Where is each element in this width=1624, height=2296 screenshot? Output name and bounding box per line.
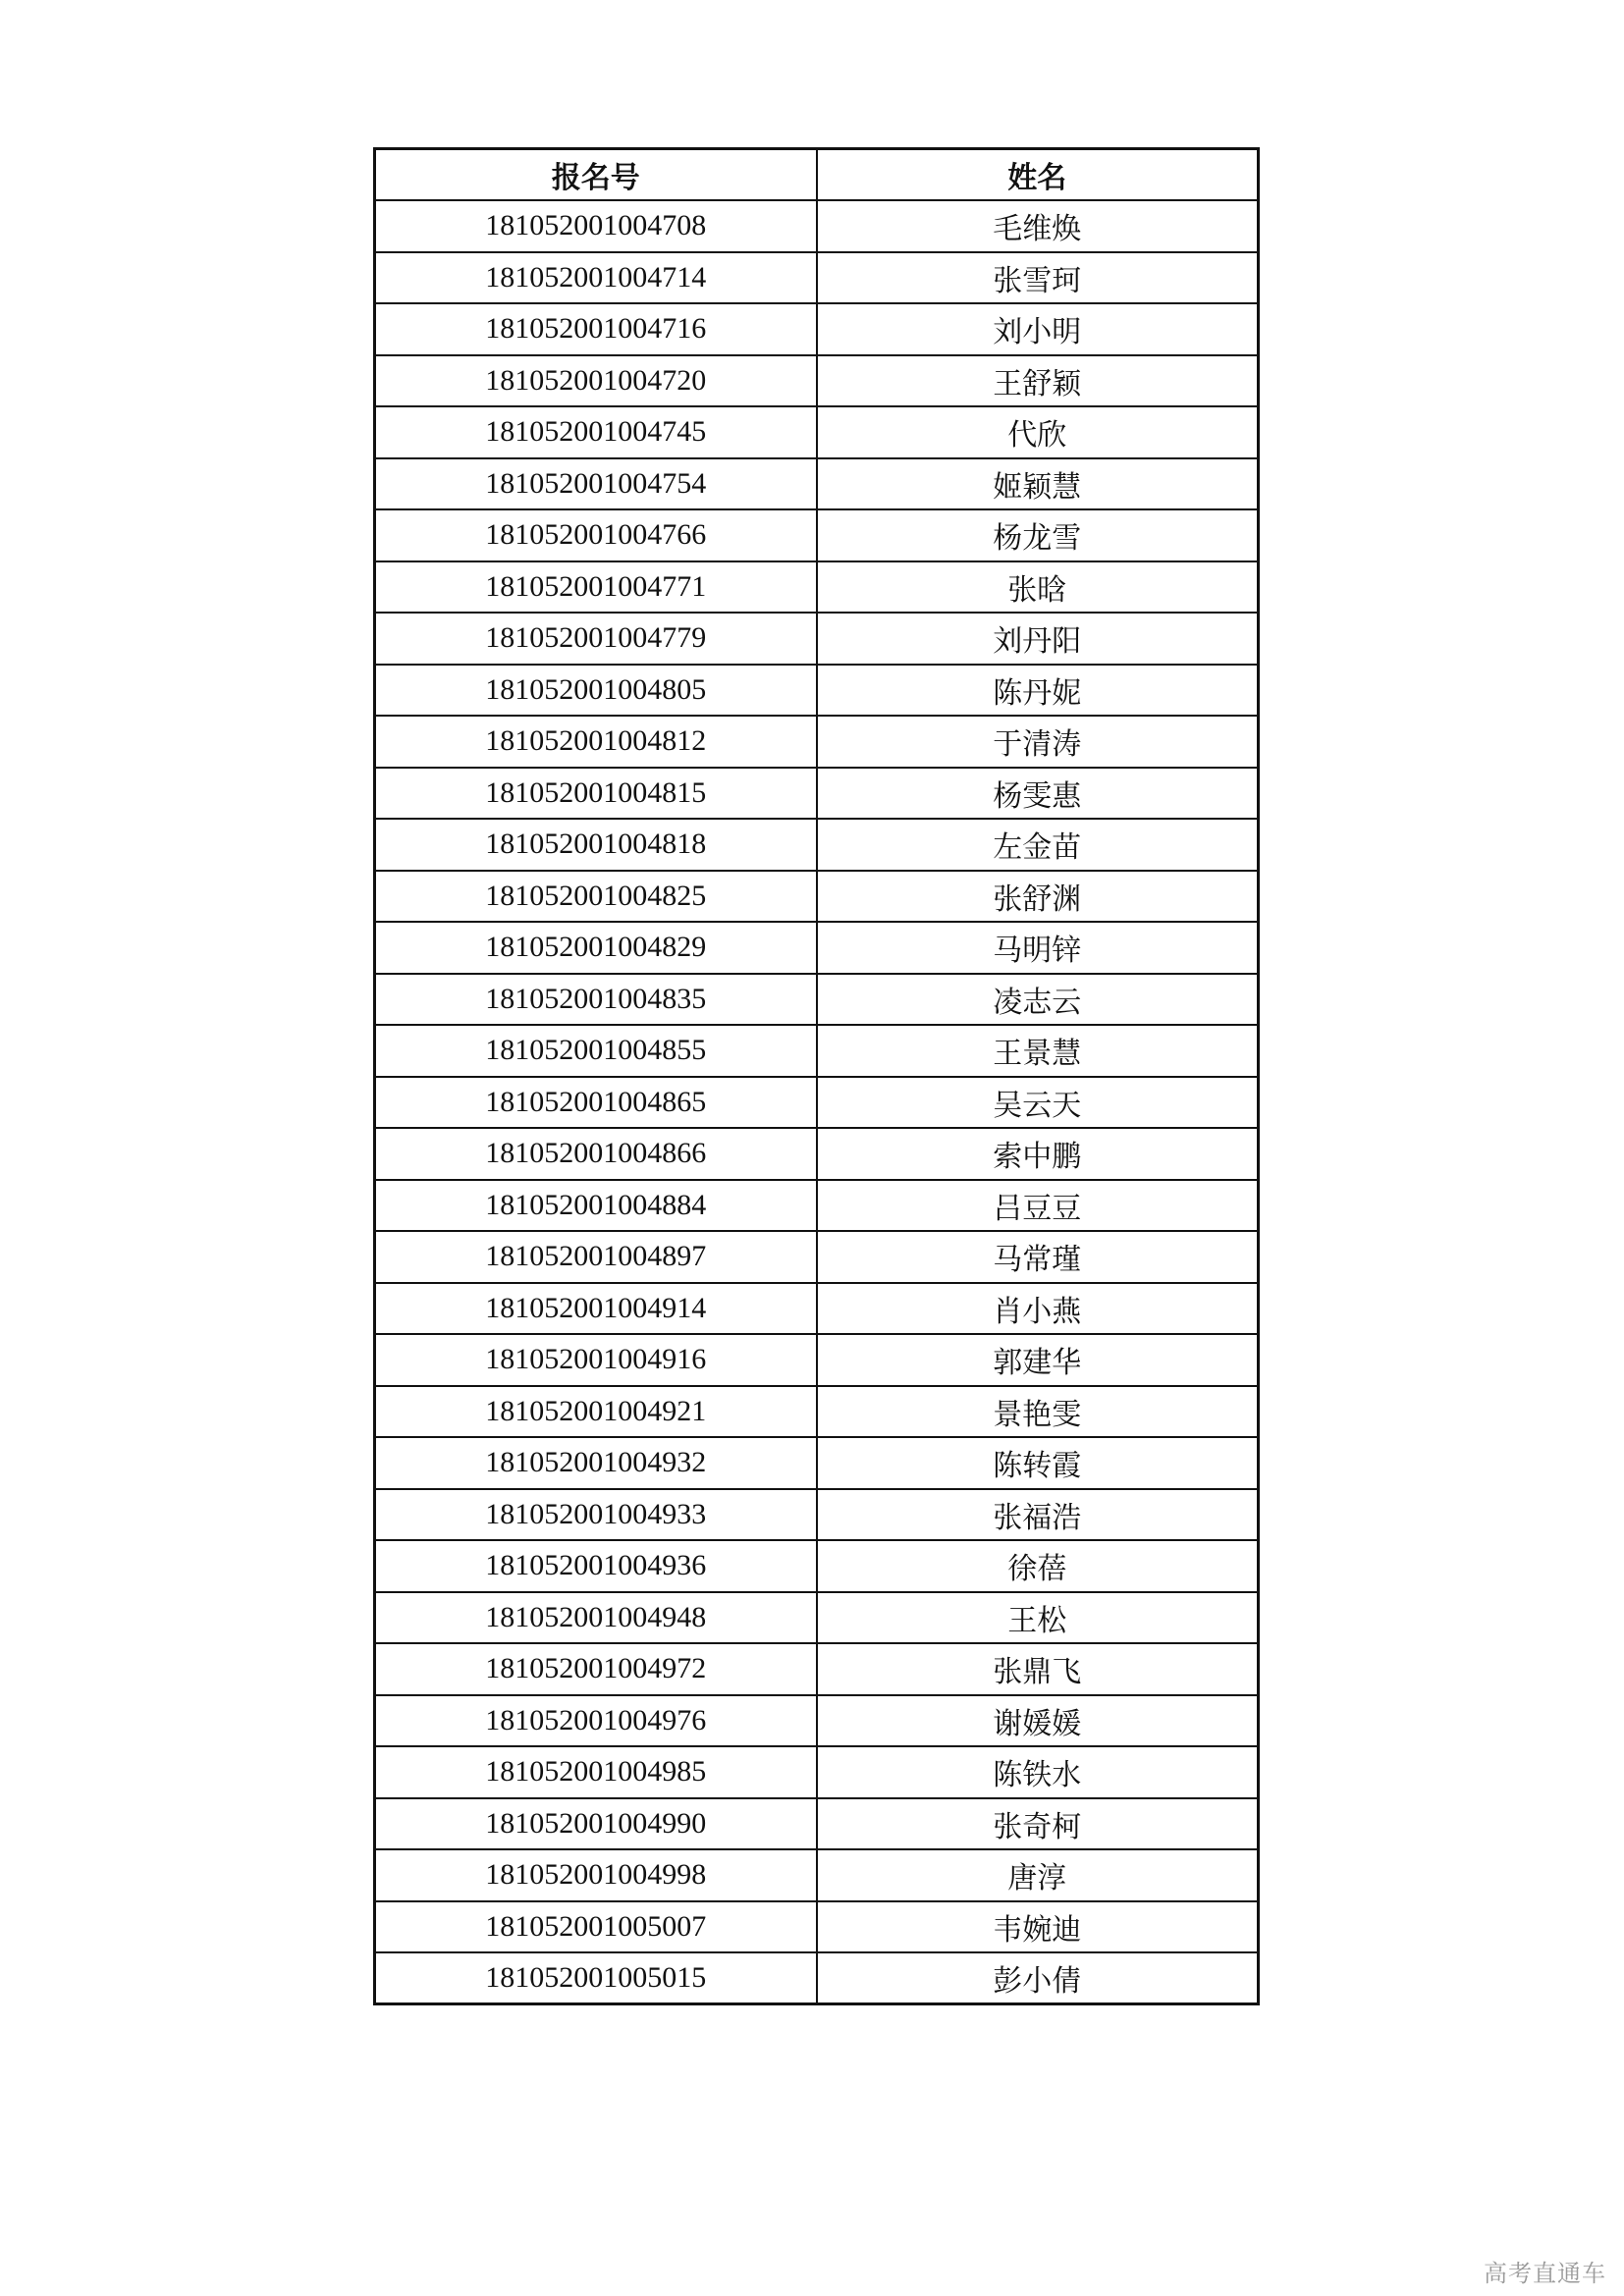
registration-number-cell: 181052001004972	[375, 1643, 817, 1695]
applicant-table	[373, 147, 1260, 2005]
name-cell: 陈铁水	[817, 1746, 1259, 1798]
name-cell: 王景慧	[817, 1025, 1259, 1077]
table-row	[375, 1231, 1259, 1283]
registration-number-cell: 181052001004933	[375, 1489, 817, 1541]
name-cell: 姬颖慧	[817, 458, 1259, 510]
table-row	[375, 665, 1259, 717]
name-cell: 吴云天	[817, 1077, 1259, 1129]
table-row	[375, 1437, 1259, 1489]
table-row	[375, 768, 1259, 820]
name-cell: 王舒颖	[817, 355, 1259, 407]
registration-number-cell: 181052001004985	[375, 1746, 817, 1798]
registration-number-cell: 181052001004825	[375, 871, 817, 923]
table-row	[375, 1283, 1259, 1335]
name-cell: 马明锌	[817, 922, 1259, 974]
header-registration-number: 报名号	[375, 149, 817, 201]
name-cell: 张雪珂	[817, 252, 1259, 304]
table-row	[375, 458, 1259, 510]
registration-number-cell: 181052001004714	[375, 252, 817, 304]
table-row	[375, 1592, 1259, 1644]
registration-number-cell: 181052001004754	[375, 458, 817, 510]
table-row	[375, 252, 1259, 304]
registration-number-cell: 181052001004914	[375, 1283, 817, 1335]
name-cell: 杨龙雪	[817, 509, 1259, 561]
name-cell: 毛维焕	[817, 200, 1259, 252]
table-row	[375, 974, 1259, 1026]
table-row	[375, 613, 1259, 665]
registration-number-cell: 181052001004835	[375, 974, 817, 1026]
table-row	[375, 1798, 1259, 1850]
name-cell: 张奇柯	[817, 1798, 1259, 1850]
name-cell: 彭小倩	[817, 1952, 1259, 2004]
table-row	[375, 1695, 1259, 1747]
registration-number-cell: 181052001004865	[375, 1077, 817, 1129]
name-cell: 郭建华	[817, 1334, 1259, 1386]
table-header-row	[375, 149, 1259, 201]
registration-number-cell: 181052001004884	[375, 1180, 817, 1232]
registration-number-cell: 181052001004866	[375, 1128, 817, 1180]
name-cell: 张舒渊	[817, 871, 1259, 923]
name-cell: 张鼎飞	[817, 1643, 1259, 1695]
registration-number-cell: 181052001004916	[375, 1334, 817, 1386]
name-cell: 张晗	[817, 561, 1259, 614]
name-cell: 张福浩	[817, 1489, 1259, 1541]
watermark-text: 高考直通车	[1484, 2260, 1606, 2287]
registration-number-cell: 181052001004990	[375, 1798, 817, 1850]
name-cell: 索中鹏	[817, 1128, 1259, 1180]
registration-number-cell: 181052001004921	[375, 1386, 817, 1438]
registration-number-cell: 181052001004812	[375, 716, 817, 768]
name-cell: 徐蓓	[817, 1540, 1259, 1592]
table-row	[375, 1901, 1259, 1953]
table-row	[375, 509, 1259, 561]
header-name: 姓名	[817, 149, 1259, 201]
table-row	[375, 1489, 1259, 1541]
table-row	[375, 1025, 1259, 1077]
table-row	[375, 561, 1259, 614]
registration-number-cell: 181052001004745	[375, 406, 817, 458]
name-cell: 谢媛媛	[817, 1695, 1259, 1747]
registration-number-cell: 181052001004716	[375, 303, 817, 355]
name-cell: 于清涛	[817, 716, 1259, 768]
table-row	[375, 1128, 1259, 1180]
registration-number-cell: 181052001005007	[375, 1901, 817, 1953]
table-row	[375, 1077, 1259, 1129]
table-row	[375, 355, 1259, 407]
registration-number-cell: 181052001004897	[375, 1231, 817, 1283]
name-cell: 陈转霞	[817, 1437, 1259, 1489]
name-cell: 唐淳	[817, 1849, 1259, 1901]
name-cell: 景艳雯	[817, 1386, 1259, 1438]
table-row	[375, 1180, 1259, 1232]
table-row	[375, 406, 1259, 458]
name-cell: 肖小燕	[817, 1283, 1259, 1335]
name-cell: 凌志云	[817, 974, 1259, 1026]
table-row	[375, 1746, 1259, 1798]
name-cell: 刘丹阳	[817, 613, 1259, 665]
table-body	[375, 200, 1259, 2004]
registration-number-cell: 181052001004936	[375, 1540, 817, 1592]
name-cell: 代欣	[817, 406, 1259, 458]
name-cell: 吕豆豆	[817, 1180, 1259, 1232]
registration-number-cell: 181052001004708	[375, 200, 817, 252]
name-cell: 韦婉迪	[817, 1901, 1259, 1953]
table-row	[375, 200, 1259, 252]
name-cell: 陈丹妮	[817, 665, 1259, 717]
table-row	[375, 819, 1259, 871]
registration-number-cell: 181052001004818	[375, 819, 817, 871]
name-cell: 杨雯惠	[817, 768, 1259, 820]
name-cell: 马常瑾	[817, 1231, 1259, 1283]
registration-number-cell: 181052001004766	[375, 509, 817, 561]
registration-number-cell: 181052001004998	[375, 1849, 817, 1901]
table-row	[375, 1952, 1259, 2004]
table-row	[375, 1643, 1259, 1695]
registration-number-cell: 181052001004976	[375, 1695, 817, 1747]
registration-number-cell: 181052001004815	[375, 768, 817, 820]
registration-number-cell: 181052001004771	[375, 561, 817, 614]
registration-number-cell: 181052001004805	[375, 665, 817, 717]
table-row	[375, 1386, 1259, 1438]
table-row	[375, 303, 1259, 355]
registration-number-cell: 181052001004855	[375, 1025, 817, 1077]
table-row	[375, 922, 1259, 974]
registration-number-cell: 181052001005015	[375, 1952, 817, 2004]
registration-number-cell: 181052001004829	[375, 922, 817, 974]
name-cell: 刘小明	[817, 303, 1259, 355]
registration-number-cell: 181052001004932	[375, 1437, 817, 1489]
registration-number-cell: 181052001004720	[375, 355, 817, 407]
table-row	[375, 1334, 1259, 1386]
table-row	[375, 716, 1259, 768]
table-row	[375, 1849, 1259, 1901]
registration-number-cell: 181052001004948	[375, 1592, 817, 1644]
registration-number-cell: 181052001004779	[375, 613, 817, 665]
table-row	[375, 871, 1259, 923]
name-cell: 左金苗	[817, 819, 1259, 871]
table-row	[375, 1540, 1259, 1592]
name-cell: 王松	[817, 1592, 1259, 1644]
